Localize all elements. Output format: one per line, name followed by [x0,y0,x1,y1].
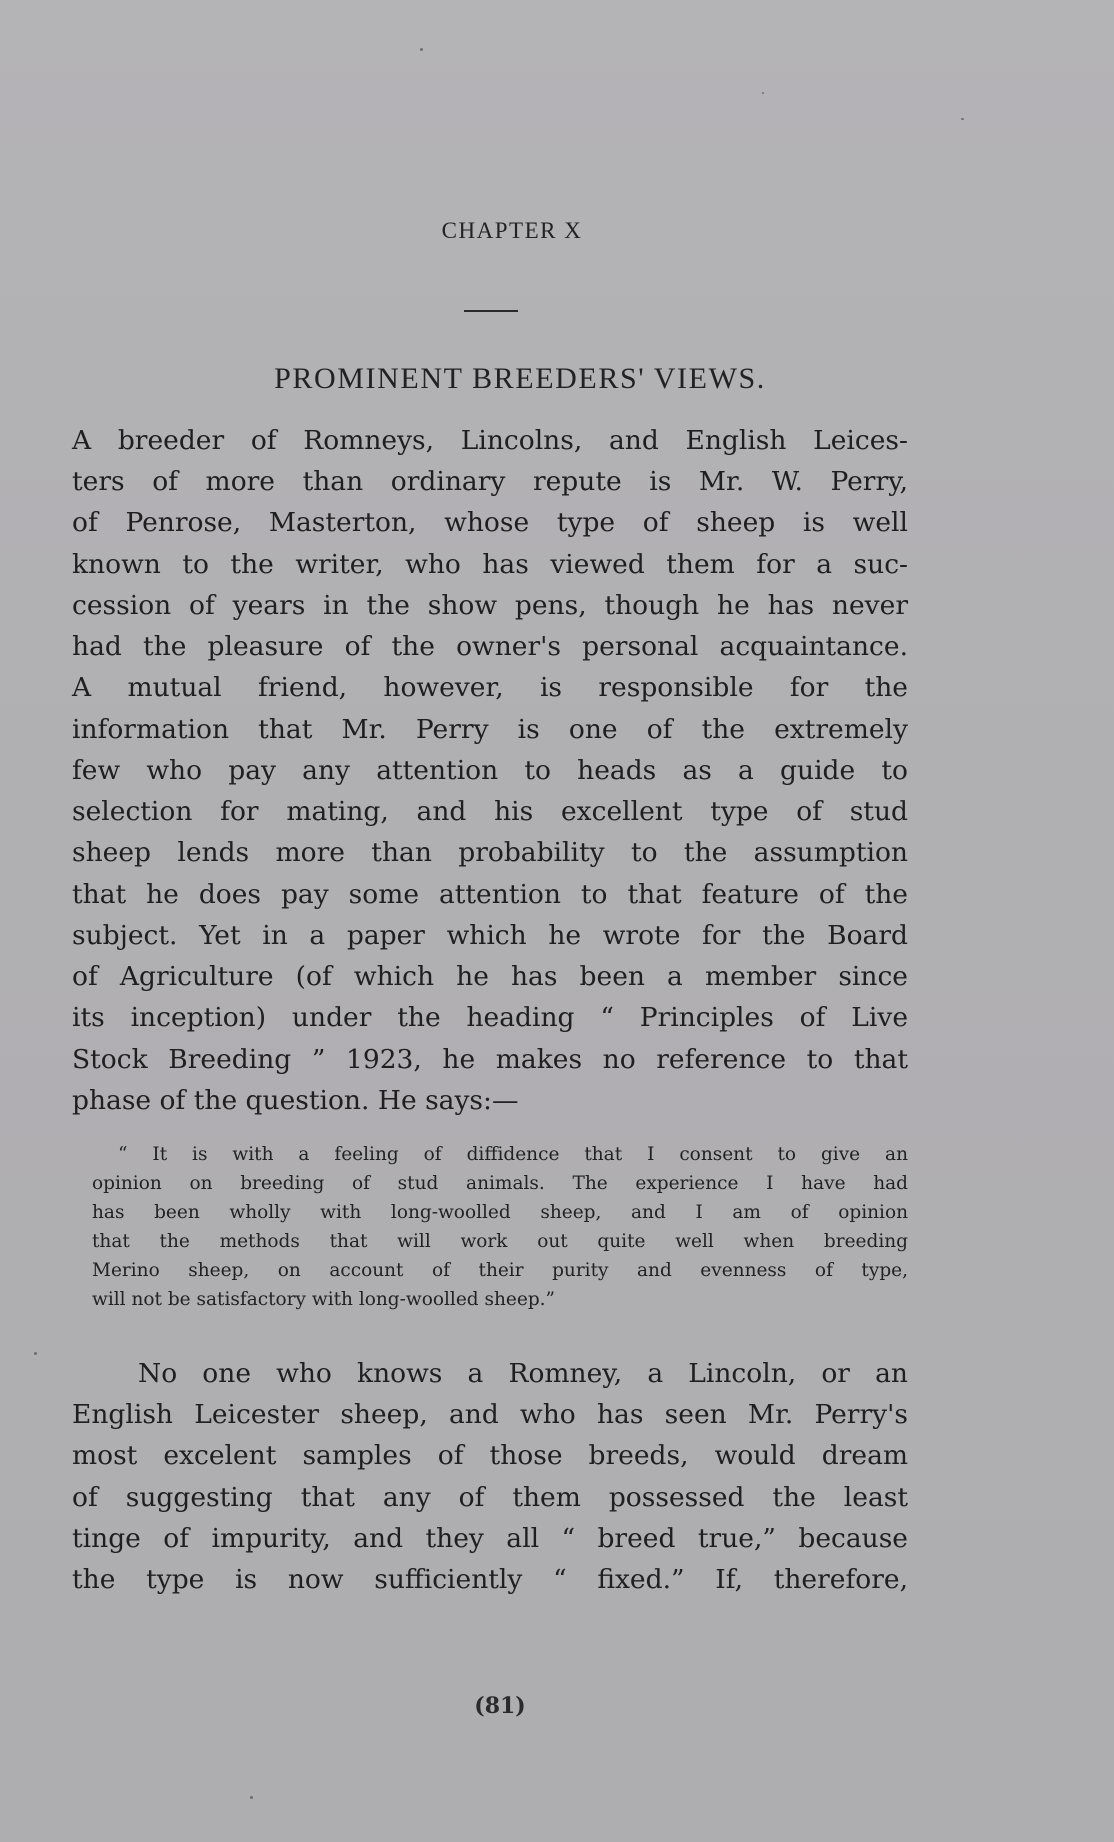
text-line: subject. Yet in a paper which he wrote for the Board [72,920,908,951]
chapter-label: CHAPTER X [441,218,583,243]
text-line: few who pay any attention to heads as a guide to [72,755,908,786]
chapter-divider-rule [464,310,518,312]
text-line: information that Mr. Perry is one of the extremely [72,714,908,745]
text-line: had the pleasure of the owner's personal acquaintance. [72,631,908,662]
text-line: of Agriculture (of which he has been a member since [72,961,908,992]
paper-speck [34,1352,37,1355]
text-line: of suggesting that any of them possessed the least [72,1482,908,1513]
text-line: the type is now sufficiently “ fixed.” If, therefore, [72,1564,908,1595]
text-line: that he does pay some attention to that feature of the [72,879,908,910]
paper-speck [762,92,764,94]
text-line: known to the writer, who has viewed them for a suc- [72,549,908,580]
text-line: selection for mating, and his excellent type of stud [72,796,908,827]
text-line: its inception) under the heading “ Principles of Live [72,1002,908,1033]
text-line: phase of the question. He says:— [72,1085,519,1116]
quote-line: has been wholly with long-woolled sheep, and I am of opinion [92,1202,908,1223]
quote-line: Merino sheep, on account of their purity and evenness of type, [92,1260,908,1281]
text-line: sheep lends more than probability to the assumption [72,837,908,868]
paper-speck [250,1796,253,1799]
text-line: most excelent samples of those breeds, would dream [72,1440,908,1471]
quote-line: “ It is with a feeling of diffidence that I consent to give an [118,1144,908,1165]
text-line: English Leicester sheep, and who has seen Mr. Perry's [72,1399,908,1430]
text-line: No one who knows a Romney, a Lincoln, or an [138,1358,908,1389]
section-title: PROMINENT BREEDERS' VIEWS. [274,362,766,395]
quote-line: will not be satisfactory with long-woolled sheep.” [92,1289,556,1310]
text-line: of Penrose, Masterton, whose type of sheep is well [72,507,908,538]
quote-line: that the methods that will work out quite well when breeding [92,1231,908,1252]
text-line: tinge of impurity, and they all “ breed true,” because [72,1523,908,1554]
paper-speck [420,48,423,51]
quote-line: opinion on breeding of stud animals. The experience I have had [92,1173,908,1194]
text-line: ters of more than ordinary repute is Mr. W. Perry, [72,466,908,497]
text-line: A mutual friend, however, is responsible for the [72,672,908,703]
text-line: cession of years in the show pens, though he has never [72,590,908,621]
text-line: A breeder of Romneys, Lincolns, and English Leices- [72,425,908,456]
page-number: (81) [474,1693,526,1719]
paper-speck [961,118,964,120]
text-line: Stock Breeding ” 1923, he makes no reference to that [72,1044,908,1075]
